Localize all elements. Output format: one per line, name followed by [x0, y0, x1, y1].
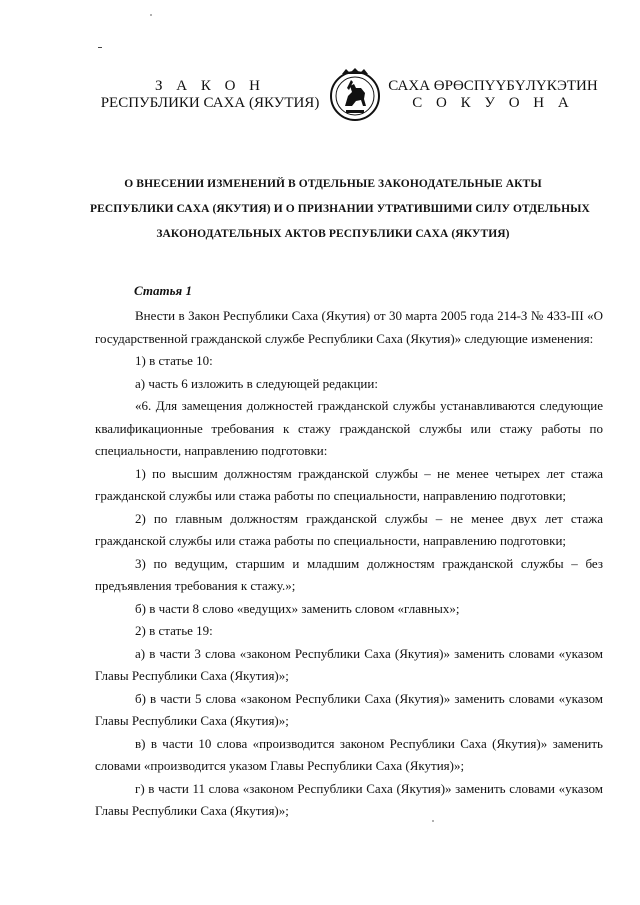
- article-heading: Статья 1: [134, 283, 192, 298]
- header-right: [388, 78, 598, 112]
- paragraph: «6. Для замещения должностей гражданской службы устанавливаются следующие квалификационные требования к стажу гражданской службы или стажу работы по специальности, направлению подготовки:: [95, 398, 603, 458]
- title-line: РЕСПУБЛИКИ САХА (ЯКУТИЯ) И О ПРИЗНАНИИ УТРАТИВШИМИ СИЛУ ОТДЕЛЬНЫХ: [90, 203, 590, 215]
- title-line: ЗАКОНОДАТЕЛЬНЫХ АКТОВ РЕСПУБЛИКИ САХА (ЯКУТИЯ): [156, 228, 510, 240]
- title-line: О ВНЕСЕНИИ ИЗМЕНЕНИЙ В ОТДЕЛЬНЫЕ ЗАКОНОДАТЕЛЬНЫЕ АКТЫ: [124, 178, 542, 190]
- sakha-republic-emblem-icon: [328, 66, 382, 122]
- law-word-sah: С О К У О Н А: [412, 95, 574, 111]
- republic-name-ru: РЕСПУБЛИКИ САХА (ЯКУТИЯ): [100, 95, 320, 111]
- paragraph: а) часть 6 изложить в следующей редакции:: [135, 375, 378, 391]
- republic-name-sah: САХА ӨРӨСПҮҮБҮЛҮКЭТИН: [388, 78, 598, 94]
- paragraph: 3) по ведущим, старшим и младшим должностям гражданской службы – без предъявления требования к стажу.»;: [95, 555, 603, 593]
- paragraph: 2) по главным должностям гражданской службы – не менее двух лет стажа гражданской службы или стажа работы по специальности, направлению подготовки;: [95, 510, 603, 548]
- paragraph: 2) в статье 19:: [135, 623, 213, 638]
- document-title: [90, 172, 590, 247]
- paragraph: в) в части 10 слова «производится законом Республики Саха (Якутия)» заменить словами «производится указом Главы Республики Саха (Якутия)»;: [95, 735, 603, 773]
- article-body: [95, 305, 603, 823]
- paragraph: Внести в Закон Республики Саха (Якутия) от 30 марта 2005 года 214-З № 433-III «О государственной гражданской службе Республики Саха (Якутия)» следующие изменения:: [95, 308, 603, 346]
- paragraph: б) в части 8 слово «ведущих» заменить словом «главных»;: [135, 600, 460, 616]
- header-left: [95, 78, 325, 112]
- scan-speck: [150, 14, 152, 16]
- paragraph: б) в части 5 слова «законом Республики Саха (Якутия)» заменить словами «указом Главы Республики Саха (Якутия)»;: [95, 690, 603, 728]
- scan-mark: [98, 47, 102, 48]
- paragraph: г) в части 11 слова «законом Республики Саха (Якутия)» заменить словами «указом Главы Республики Саха (Якутия)»;: [95, 780, 603, 818]
- paragraph: 1) по высшим должностям гражданской службы – не менее четырех лет стажа гражданской службы или стажа работы по специальности, направлению подготовки;: [95, 465, 603, 503]
- law-word: З А К О Н: [154, 78, 266, 94]
- paragraph: а) в части 3 слова «законом Республики Саха (Якутия)» заменить словами «указом Главы Республики Саха (Якутия)»;: [95, 645, 603, 683]
- paragraph: 1) в статье 10:: [135, 353, 213, 368]
